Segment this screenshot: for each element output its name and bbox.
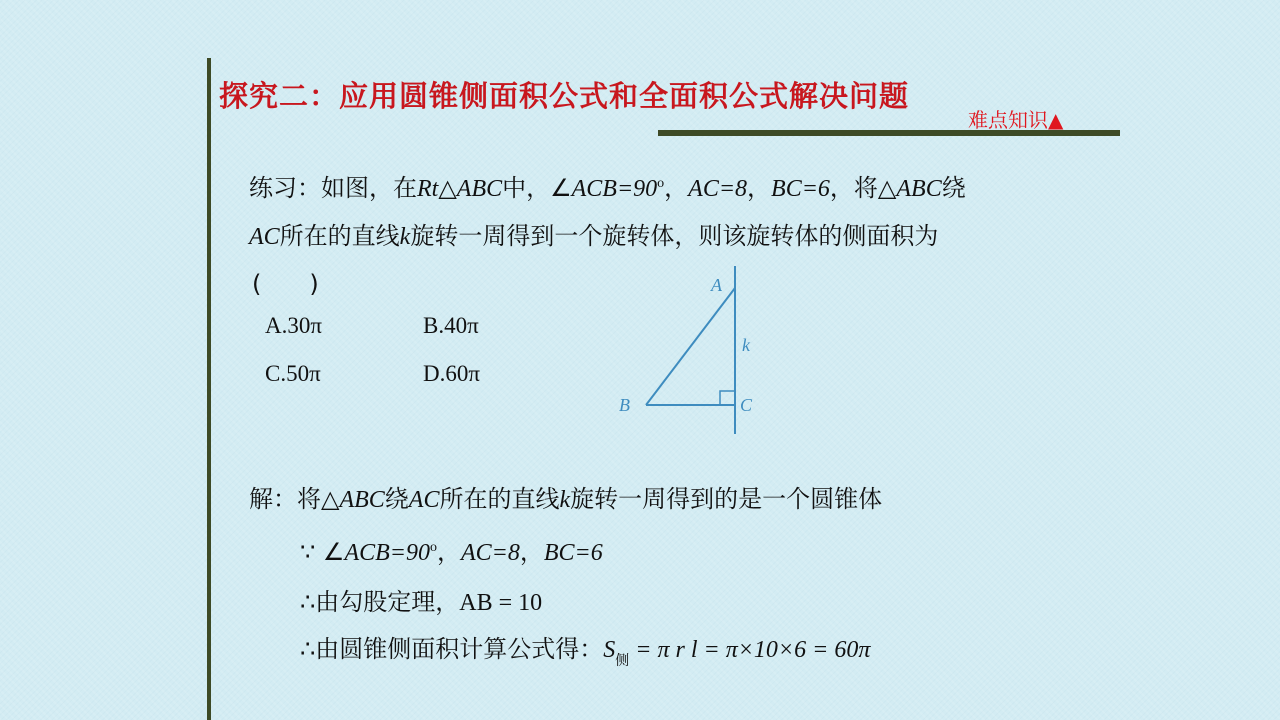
ac-text: AC — [408, 487, 440, 513]
ac-equation: AC=8 — [460, 540, 520, 566]
degree-mark: o — [657, 176, 665, 191]
area-symbol: S — [603, 637, 616, 663]
answer-parentheses: ( ) — [252, 270, 319, 298]
option-d: D.60π — [423, 361, 480, 386]
area-subscript: 侧 — [615, 653, 630, 669]
separator: ， — [747, 174, 772, 202]
option-a: A.30π — [265, 313, 322, 338]
rao-text: 绕 — [941, 174, 966, 202]
difficulty-badge: 难点知识▲ — [968, 108, 1064, 132]
abc-text: ABC — [339, 487, 385, 513]
because-symbol: ∵ — [300, 538, 316, 566]
zhong-text: 中， — [502, 174, 551, 202]
separator: ， — [519, 538, 544, 566]
vertical-rule — [207, 58, 211, 720]
solution-line-4 — [300, 629, 871, 669]
ac-text: AC — [249, 224, 280, 250]
angle-symbol: ∠ — [322, 538, 345, 566]
k-text: k — [559, 487, 571, 513]
right-angle-mark — [720, 391, 735, 405]
abc-text: ABC — [896, 176, 942, 202]
triangle-symbol: △ — [438, 174, 457, 202]
formula-intro: ∴由圆锥侧面积计算公式得： — [300, 635, 604, 663]
option-b: B.40π — [423, 313, 479, 338]
page-title: 探究二：应用圆锥侧面积公式和全面积公式解决问题 — [219, 79, 910, 113]
bc-equation: BC=6 — [771, 176, 830, 202]
question-text: 旋转一周得到一个旋转体，则该旋转体的侧面积为 — [410, 222, 939, 250]
ab-equation: AB = 10 — [459, 590, 543, 616]
separator: ， — [436, 538, 461, 566]
label-a: A — [711, 275, 722, 295]
solution-line-2 — [300, 532, 603, 567]
solution-prefix: 解：将 — [249, 485, 321, 513]
jiang-text: ，将 — [829, 174, 878, 202]
label-b: B — [619, 395, 630, 415]
option-c: C.50π — [265, 361, 321, 386]
abc-text: ABC — [456, 176, 503, 202]
solution-line-1 — [249, 479, 882, 514]
rt-text: Rt — [417, 176, 439, 202]
triangle-figure — [610, 262, 770, 437]
separator: ， — [664, 174, 689, 202]
lateral-area-formula: = π r l = π×10×6 = 60π — [629, 637, 871, 663]
problem-prefix: 练习：如图，在 — [249, 174, 417, 202]
line-text: 所在的直线 — [439, 485, 560, 513]
solution-result: 旋转一周得到的是一个圆锥体 — [570, 485, 883, 513]
label-k: k — [742, 335, 750, 355]
acb-equation: ACB=90 — [571, 176, 658, 202]
triangle-symbol: △ — [877, 174, 897, 202]
side-ab — [646, 288, 735, 405]
problem-line-1 — [249, 168, 966, 203]
k-text: k — [399, 224, 411, 250]
rao-text: 绕 — [384, 485, 409, 513]
bc-equation: BC=6 — [543, 540, 603, 566]
problem-line-2 — [249, 216, 938, 251]
label-c: C — [740, 395, 753, 415]
acb-equation: ACB=90 — [344, 540, 430, 566]
line-text: 所在的直线 — [279, 222, 400, 250]
ac-equation: AC=8 — [688, 176, 748, 202]
pythagoras-text: ∴由勾股定理， — [300, 588, 460, 616]
angle-symbol: ∠ — [550, 174, 572, 202]
solution-line-3 — [300, 582, 542, 617]
triangle-symbol: △ — [321, 485, 340, 513]
degree-mark: o — [429, 540, 437, 555]
